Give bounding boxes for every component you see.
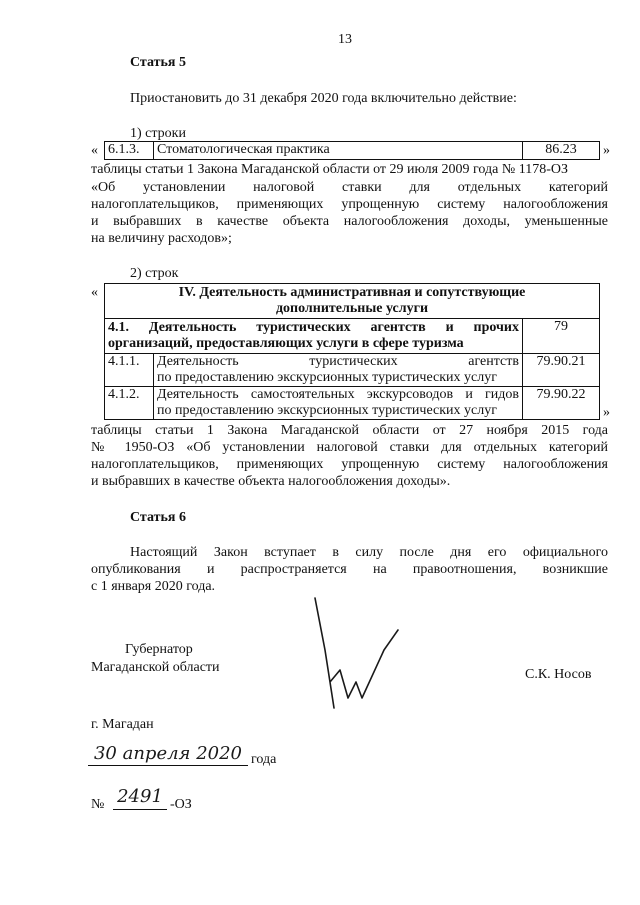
section-iv-header-line1: IV. Деятельность административная и сопутствующие (178, 285, 526, 300)
governor-region: Магаданской области (91, 660, 220, 675)
row1-code: 6.1.3. (105, 142, 154, 160)
quote-close-1: » (603, 143, 610, 158)
after1-line-2: «Об установлении налоговой ставки для отдельных категорий (91, 180, 608, 195)
date-line (88, 744, 248, 766)
after1-line-5: на величину расходов»; (91, 231, 232, 246)
city: г. Магадан (91, 717, 154, 732)
row-4-1-2-value: 79.90.22 (523, 387, 600, 420)
handwritten-signature (300, 590, 410, 730)
date-suffix: года (251, 752, 277, 767)
row-4-1-1-line1: Деятельность туристических агентств (157, 354, 519, 369)
number-handwritten: 2491 (117, 786, 163, 807)
after2-line-1: таблицы статьи 1 Закона Магаданской области от 27 ноября 2015 года (91, 423, 608, 438)
section-iv-header (105, 284, 600, 319)
group-4-1-value: 79 (523, 319, 600, 354)
after2-line-2: № 1950-ОЗ «Об установлении налоговой ставки для отдельных категорий (91, 440, 608, 455)
row1-name: Стоматологическая практика (154, 142, 523, 160)
item1-label: 1) строки (130, 126, 186, 141)
article6-heading: Статья 6 (130, 510, 186, 525)
governor-title: Губернатор (125, 642, 193, 657)
article6-line-2: опубликования и распространяется на правоотношения, возникшие (91, 562, 608, 577)
number-prefix: № (91, 797, 105, 812)
after1-line-4: и выбравших в качестве объекта налогообложения доходы, уменьшенные (91, 214, 608, 229)
number-line (113, 787, 167, 810)
table-row1 (104, 141, 600, 160)
item2-label: 2) строк (130, 266, 179, 281)
page-number: 13 (338, 32, 352, 47)
row-4-1-1-value: 79.90.21 (523, 354, 600, 387)
article6-line-1: Настоящий Закон вступает в силу после дня его официального (130, 545, 608, 560)
quote-close-2: » (603, 405, 610, 420)
group-4-1 (105, 319, 523, 354)
row-4-1-1-text (154, 354, 523, 387)
after2-line-4: и выбравших в качестве объекта налогообложения доходы». (91, 474, 451, 489)
after1-line-1: таблицы статьи 1 Закона Магаданской области от 29 июля 2009 года № 1178-ОЗ (91, 162, 568, 177)
table-section-iv (104, 283, 600, 420)
quote-open-2: « (91, 285, 98, 300)
article5-heading: Статья 5 (130, 55, 186, 70)
row1-value: 86.23 (523, 142, 600, 160)
section-iv-header-line2: дополнительные услуги (275, 301, 429, 316)
row-4-1-2-line2: по предоставлению экскурсионных туристических услуг (157, 403, 497, 418)
date-handwritten: 30 апреля 2020 (93, 743, 243, 764)
quote-open-1: « (91, 143, 98, 158)
after1-line-3: налогоплательщиков, применяющих упрощенную систему налогообложения (91, 197, 608, 212)
row-4-1-2-line1: Деятельность самостоятельных экскурсоводов и гидов (157, 387, 519, 402)
row-4-1-2-text (154, 387, 523, 420)
number-suffix: -ОЗ (170, 797, 192, 812)
article6-line-3: с 1 января 2020 года. (91, 579, 216, 594)
group-4-1-line2: организаций, предоставляющих услуги в сфере туризма (108, 336, 464, 351)
after2-line-3: налогоплательщиков, применяющих упрощенную систему налогообложения (91, 457, 608, 472)
governor-name: С.К. Носов (525, 667, 592, 682)
group-4-1-line1: 4.1. Деятельность туристических агентств и прочих (108, 320, 519, 335)
row-4-1-2-code: 4.1.2. (105, 387, 154, 420)
article5-intro: Приостановить до 31 декабря 2020 года включительно действие: (130, 91, 517, 106)
row-4-1-1-code: 4.1.1. (105, 354, 154, 387)
row-4-1-1-line2: по предоставлению экскурсионных туристических услуг (157, 370, 497, 385)
